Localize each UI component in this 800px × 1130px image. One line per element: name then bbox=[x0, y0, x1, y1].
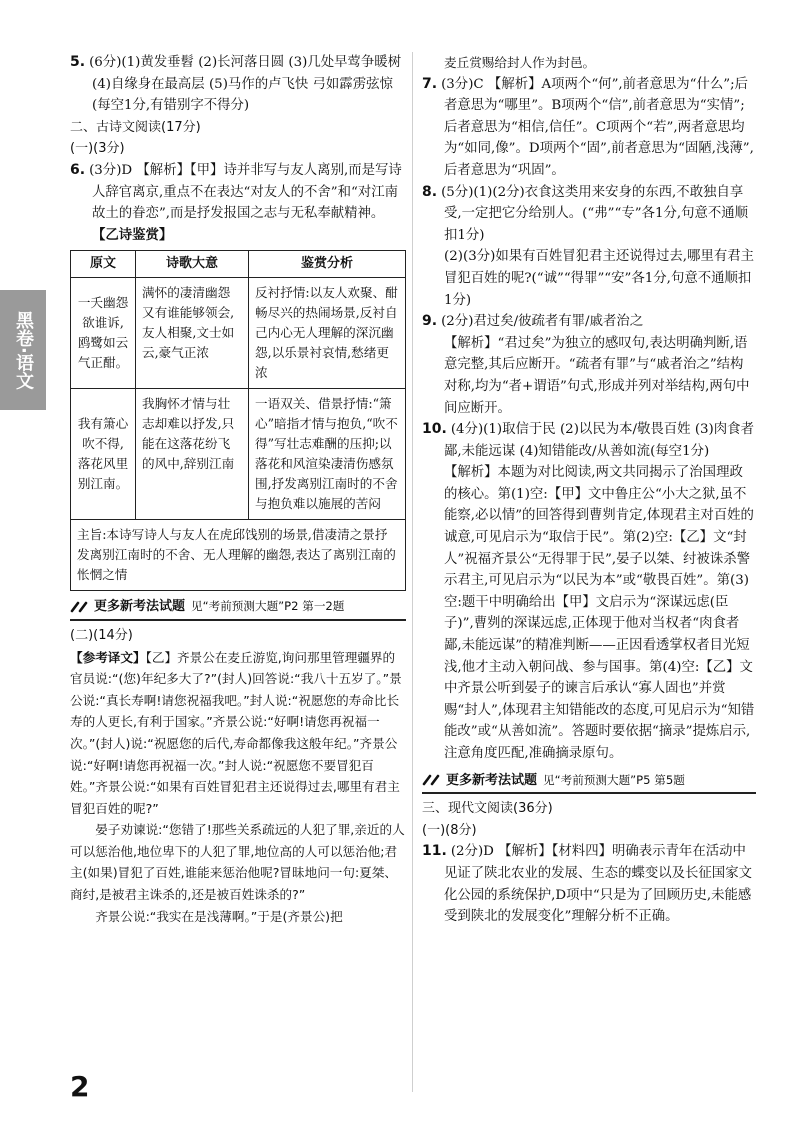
cell-original: 我有箫心吹不得,落花风里别江南。 bbox=[71, 389, 136, 520]
table-header-original: 原文 bbox=[71, 251, 136, 278]
banner-title: 更多新考法试题 bbox=[94, 599, 186, 615]
subsection-1-heading: (一)(3分) bbox=[70, 141, 125, 157]
table-header-meaning: 诗歌大意 bbox=[136, 251, 249, 278]
question-10: 10. (4分)(1)取信于民 (2)以民为本/敬畏百姓 (3)肉食者鄙,未能远谋 (4)知错能改/从善如流(每空1分) bbox=[422, 421, 754, 459]
question-6-text: (3分)D 【解析】【甲】诗并非写与友人离别,而是写诗人辞官离京,重点不在表达“对友人的不舍”和“对江南故土的眷恋”,而是抒发报国之志与无私奉献精神。 bbox=[89, 162, 402, 222]
banner-title: 更多新考法试题 bbox=[446, 772, 538, 788]
translation-p3: 齐景公说:“我实在是浅薄啊。”于是(齐景公)把 bbox=[95, 908, 343, 924]
side-tab bbox=[0, 290, 46, 410]
subsection-2-heading: (二)(14分) bbox=[70, 627, 133, 643]
question-9-analysis: 【解析】“君过矣”为独立的感叹句,表达明确判断,语意完整,其后应断开。“疏者有罪”与“戚者治之”结构对称,均为“者+谓语”句式,形成并列对举结构,两句中间应断开。 bbox=[444, 335, 750, 416]
question-5-text: (6分)(1)黄发垂髫 (2)长河落日圆 (3)几处早莺争暖树 (4)自缘身在最高层 (5)马作的卢飞快 弓如霹雳弦惊(每空1分,有错别字不得分) bbox=[89, 55, 402, 114]
more-questions-banner bbox=[70, 596, 406, 621]
cell-meaning: 我胸怀才情与壮志却难以抒发,只能在这落花纷飞的风中,辞别江南 bbox=[136, 389, 249, 520]
cell-original: 一夭幽怨欲谁诉,鸥鹭如云气正酣。 bbox=[71, 278, 136, 389]
question-11: 11. (2分)D 【解析】【材料四】明确表示青年在活动中见证了陕北农业的发展、生态的蝶变以及长征国家文化公园的系统保护,D项中“只是为了回顾历史,未能感受到陕北的发展变化”理解分析不正确。 bbox=[422, 843, 752, 925]
question-7-text: (3分)C 【解析】A项两个“何”,前者意思为“什么”;后者意思为“哪里”。B项两个“信”,前者意思为“实情”;后者意思为“相信,信任”。C项两个“若”,两者意思均为“如同,像”。D项两个“固”,前者意思为“固陋,浅薄”,后者意思为“巩固”。 bbox=[441, 76, 754, 178]
right-column bbox=[422, 52, 756, 928]
poem-appreciation-title: 【乙诗鉴赏】 bbox=[92, 227, 173, 243]
banner-ref: 见“考前预测大题”P5 第5题 bbox=[543, 772, 685, 787]
poem-table bbox=[70, 250, 406, 591]
table-header-analysis: 鉴赏分析 bbox=[249, 251, 406, 278]
more-questions-banner bbox=[422, 770, 756, 795]
question-8-part2: (2)(3分)如果有百姓冒犯君主还说得过去,哪里有君主冒犯百姓的呢?(“诚”“得罪”“安”各1分,句意不通顺扣1分) bbox=[444, 249, 755, 308]
question-8-text: (5分)(1)(2分)衣食这类用来安身的东西,不敢独自享受,一定把它分给别人。(“弗”“专”各1分,句意不通顺扣1分) bbox=[441, 184, 749, 243]
cell-meaning: 满怀的凄清幽怨又有谁能够领会,友人相聚,文士如云,豪气正浓 bbox=[136, 278, 249, 389]
question-11-text: (2分)D 【解析】【材料四】明确表示青年在活动中见证了陕北农业的发展、生态的蝶变以及长征国家文化公园的系统保护,D项中“只是为了回顾历史,未能感受到陕北的发展变化”理解分析不正确。 bbox=[444, 844, 752, 925]
translation-p1: 【乙】齐景公在麦丘游览,询问那里管理疆界的官员说:“(您)年纪多大了?”(封人)回答说:“我八十五岁了。”景公说:“真长寿啊!请您祝福我吧。”封人说:“祝愿您的寿命比长寿的人更长,有利于国家。”齐景公说:“好啊!请您再祝福一次。”(封人)说:“祝愿您的后代,寿命都像我这般年纪。”齐景公说:“好啊!请您再祝福一次。”封人说:“祝愿您不要冒犯百姓。”齐景公说:“如果有百姓冒犯君主还说得过去,哪里有君主冒犯百姓的呢?” bbox=[70, 649, 402, 816]
table-theme: 主旨:本诗写诗人与友人在虎邱饯别的场景,借凄清之景抒发离别江南时的不舍、无人理解的幽怨,表达了离别江南的怅惘之情 bbox=[71, 520, 406, 591]
question-10-text: (4分)(1)取信于民 (2)以民为本/敬畏百姓 (3)肉食者鄙,未能远谋 (4)知错能改/从善如流(每空1分) bbox=[444, 422, 754, 459]
banner-ref: 见“考前预测大题”P2 第一2题 bbox=[191, 599, 345, 614]
translation-continued: 麦丘赏赐给封人作为封邑。 bbox=[444, 55, 596, 70]
translation-label: 【参考译文】 bbox=[70, 649, 146, 665]
question-5: 5. (6分)(1)黄发垂髫 (2)长河落日圆 (3)几处早莺争暖树 (4)自缘身在最高层 (5)马作的卢飞快 弓如霹雳弦惊(每空1分,有错别字不得分) bbox=[70, 54, 402, 114]
cell-analysis: 反衬抒情:以友人欢聚、酣畅尽兴的热闹场景,反衬自己内心无人理解的深沉幽怨,以乐景衬哀情,愁绪更浓 bbox=[249, 278, 406, 389]
link-icon bbox=[422, 773, 440, 787]
left-column bbox=[70, 52, 406, 927]
section-3-heading: 三、现代文阅读(36分) bbox=[422, 801, 553, 817]
translation-block bbox=[70, 647, 406, 820]
question-10-analysis: 【解析】本题为对比阅读,两文共同揭示了治国理政的核心。第(1)空:【甲】文中鲁庄公“小大之狱,虽不能察,必以情”的回答得到曹刿肯定,体现君主对百姓的诚意,可见启示为“取信于民”。第(2)空:【乙】文“封人”祝福齐景公“无得罪于民”,晏子以桀、纣被诛杀警示君主,可见启示为“以民为本”或“敬畏百姓”。第(3)空:题干中明确给出【甲】文启示为“深谋远虑(臣子)”,曹刿的深谋远虑,正体现于他对当权者“肉食者鄙,未能远谋”的精准判断——正因看透掌权者目光短浅,他才主动入朝问战、参与国事。第(4)空:【乙】文中齐景公听到晏子的谏言后承认“寡人固也”并赏赐“封人”,体现君主知错能改的态度,可见启示为“知错能改”或“从善如流”。答题时要依据“摘录”提炼启示,注意角度匹配,准确摘录原句。 bbox=[444, 465, 755, 761]
translation-p2: 晏子劝谏说:“您错了!那些关系疏远的人犯了罪,亲近的人可以惩治他,地位卑下的人犯了罪,地位高的人可以惩治他;君主(如果)冒犯了百姓,谁能来惩治他呢?冒昧地问一句:夏桀、商纣,是被君主诛杀的,还是被百姓诛杀的?” bbox=[70, 822, 405, 903]
question-6: 6. (3分)D 【解析】【甲】诗并非写与友人离别,而是写诗人辞官离京,重点不在表达“对友人的不舍”和“对江南故土的眷恋”,而是抒发报国之志与无私奉献精神。 bbox=[70, 161, 402, 222]
page-number: 2 bbox=[70, 1070, 90, 1103]
section-2-heading: 二、古诗文阅读(17分) bbox=[70, 119, 201, 135]
question-8: 8. (5分)(1)(2分)衣食这类用来安身的东西,不敢独自享受,一定把它分给别人。(“弗”“专”各1分,句意不通顺扣1分) bbox=[422, 183, 749, 243]
table-row bbox=[71, 278, 406, 389]
question-9: 9. (2分)君过矣/彼疏者有罪/戚者治之 bbox=[422, 313, 644, 330]
link-icon bbox=[70, 600, 88, 614]
cell-analysis: 一语双关、借景抒情:“箫心”暗指才情与抱负,“吹不得”写壮志难酬的压抑;以落花和风渲染凄清伤感氛围,抒发离别江南时的不舍与抱负难以施展的苦闷 bbox=[249, 389, 406, 520]
column-divider bbox=[412, 52, 413, 1092]
subsection-1-heading-right: (一)(8分) bbox=[422, 822, 477, 838]
side-tab-text: 黑卷·语文 bbox=[13, 310, 34, 390]
question-7: 7. (3分)C 【解析】A项两个“何”,前者意思为“什么”;后者意思为“哪里”。B项两个“信”,前者意思为“实情”;后者意思为“相信,信任”。C项两个“若”,两者意思均为“如同,像”。D项两个“固”,前者意思为“固陋,浅薄”,后者意思为“巩固”。 bbox=[422, 75, 754, 178]
table-row bbox=[71, 389, 406, 520]
question-9-text: (2分)君过矣/彼疏者有罪/戚者治之 bbox=[441, 314, 644, 330]
